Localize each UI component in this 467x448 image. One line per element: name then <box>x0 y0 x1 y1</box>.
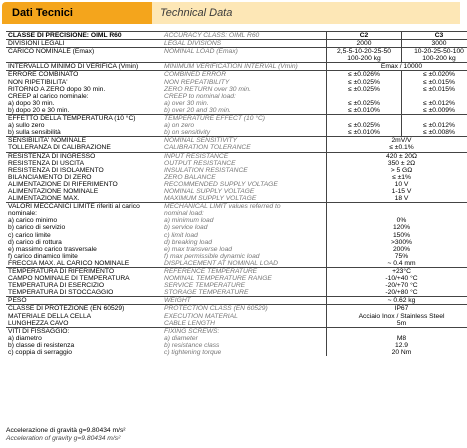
row-label-italian: RITORNO A ZERO dopo 30 min. <box>8 85 106 93</box>
row-label-italian: a) sullo zero <box>8 122 45 130</box>
row-value-c3: ≤ ±0.012% <box>402 122 467 129</box>
row-label-italian: a) dopo 30 min. <box>8 99 55 107</box>
table-row <box>6 195 467 203</box>
footer-gravity-italian: Accelerazione di gravità g=9.80434 m/s² <box>6 427 126 434</box>
row-value-common: 0% <box>327 217 467 224</box>
table-row <box>6 313 467 320</box>
row-label-english: a) over 30 min. <box>164 99 209 107</box>
row-value-common <box>327 210 467 217</box>
row-value-common: -20/+70 °C <box>327 282 467 289</box>
row-label-italian: b) dopo 20 e 30 min. <box>8 106 70 114</box>
row-label-english: ZERO BALANCE <box>164 173 216 181</box>
row-label-english: c) limit load <box>164 231 198 239</box>
row-label-italian: VITI DI FISSAGGIO: <box>6 327 162 335</box>
row-label-italian: b) carico di servizio <box>8 224 66 232</box>
table-row <box>6 79 467 86</box>
row-value-c2 <box>327 93 402 100</box>
row-value-common <box>327 203 467 211</box>
row-value-common: 5m <box>327 320 467 328</box>
header-title-italian: Dati Tecnici <box>2 2 152 24</box>
row-value-c2: ≤ ±0.025% <box>327 79 402 86</box>
row-label-english: SERVICE TEMPERATURE <box>164 282 246 290</box>
table-row <box>6 86 467 93</box>
row-label-italian: c) carico limite <box>8 231 51 239</box>
row-value-common: 12.9 <box>327 342 467 349</box>
row-label-italian: CLASSE DI PROTEZIONE (EN 60529) <box>6 305 162 313</box>
row-value-common: +23°C <box>327 268 467 276</box>
table-row <box>6 217 467 224</box>
row-value-c2: ≤ ±0.010% <box>327 129 402 137</box>
row-label-italian: ERRORE COMBINATO <box>6 71 162 79</box>
footer-gravity-english: Acceleration of gravity g=9.80434 m/s² <box>6 435 121 442</box>
row-value-common: 1-15 V <box>327 188 467 195</box>
row-label-english: OUTPUT RESISTANCE <box>164 159 236 167</box>
row-label-italian: EFFETTO DELLA TEMPERATURA (10 °C) <box>6 115 162 123</box>
table-row <box>6 260 467 268</box>
row-label-italian: b) classe di resistenza <box>8 341 75 349</box>
row-label-english: a) on zero <box>164 122 195 130</box>
row-value-common: > 5 GΩ <box>327 167 467 174</box>
row-label-english: a) diameter <box>164 334 198 342</box>
row-label-italian: TEMPERATURA DI STOCCAGGIO <box>8 289 114 297</box>
row-label-italian: ALIMENTAZIONE NOMINALE <box>8 187 99 195</box>
table-row <box>6 232 467 239</box>
row-value-common: 2mV/V <box>327 137 467 145</box>
table-row <box>6 152 467 160</box>
row-label-english: RECOMMENDED SUPPLY VOLTAGE <box>164 180 278 188</box>
table-row <box>6 282 467 289</box>
table-row <box>6 305 467 313</box>
row-value-c2: C2 <box>327 32 402 40</box>
table-row <box>6 71 467 79</box>
table-row <box>6 239 467 246</box>
table-row <box>6 32 467 40</box>
row-label-english: ZERO RETURN over 30 min. <box>164 85 251 93</box>
row-label-english: NON REPEATIBILITY <box>164 78 230 86</box>
row-label-italian: MATERIALE DELLA CELLA <box>8 312 92 320</box>
row-value-common: 75% <box>327 253 467 260</box>
row-value-common: ≤ ±0.1% <box>327 144 467 152</box>
table-row <box>6 268 467 276</box>
row-label-italian: f) carico dinamico limite <box>8 252 78 260</box>
row-value-c3: ≤ ±0.012% <box>402 100 467 107</box>
row-value-c2: 2000 <box>327 40 402 48</box>
row-value-common: -20/+80 °C <box>327 289 467 297</box>
table-row <box>6 253 467 260</box>
header-title-english: Technical Data <box>152 2 460 24</box>
table-row <box>6 327 467 335</box>
table-row <box>6 289 467 297</box>
row-label-english: d) breaking load <box>164 238 212 246</box>
table-row <box>6 349 467 356</box>
row-value-common: M8 <box>327 335 467 342</box>
row-value-common: ~ 0.62 kg <box>327 297 467 305</box>
row-label-english: NOMINAL TEMPERATURE RANGE <box>164 275 272 283</box>
row-value-c2: ≤ ±0.025% <box>327 122 402 129</box>
section-header <box>2 2 460 24</box>
row-label-english: STORAGE TEMPERATURE <box>164 289 249 297</box>
table-row <box>6 297 467 305</box>
table-row <box>6 335 467 342</box>
row-label-english: EXECUTION MATERIAL <box>164 312 238 320</box>
table-row <box>6 188 467 195</box>
row-label-english: b) on sensitivity <box>164 129 211 137</box>
row-label-italian: ALIMENTAZIONE MAX. <box>8 195 80 203</box>
row-label-italian: NON RIPETIBILITA' <box>8 78 68 86</box>
table-row <box>6 93 467 100</box>
table-row <box>6 129 467 137</box>
row-label-italian: nominale: <box>8 210 37 218</box>
row-label-english: a) minimum load <box>164 217 214 225</box>
row-value-common: 18 V <box>327 195 467 203</box>
row-label-italian: DIVISIONI LEGALI <box>6 40 162 48</box>
row-label-english: NOMINAL SUPPLY VOLTAGE <box>164 187 255 195</box>
row-label-english: FIXING SCREWS: <box>162 327 327 335</box>
row-label-english: MAXIMUM SUPPLY VOLTAGE <box>164 195 257 203</box>
row-label-english: NOMINAL SENSITIVITY <box>162 137 327 145</box>
row-label-italian: CAMPO NOMINALE DI TEMPERATURA <box>8 275 130 283</box>
row-value-c2: ≤ ±0.010% <box>327 107 402 115</box>
row-value-common: -10/+40 °C <box>327 275 467 282</box>
table-row <box>6 275 467 282</box>
row-value-c3 <box>402 115 467 123</box>
row-value-c3: ≤ ±0.015% <box>402 86 467 93</box>
row-value-common: 120% <box>327 224 467 231</box>
row-label-italian: e) massimo carico trasversale <box>8 245 97 253</box>
table-row <box>6 174 467 181</box>
row-label-italian: c) coppia di serraggio <box>8 349 72 357</box>
row-label-italian: ALIMENTAZIONE DI RIFERIMENTO <box>8 180 118 188</box>
row-label-italian: RESISTENZA DI USCITA <box>8 159 85 167</box>
row-value-c3: ≤ ±0.015% <box>402 79 467 86</box>
row-value-c3: ≤ ±0.009% <box>402 107 467 115</box>
row-label-italian: TOLLERANZA DI CALIBRAZIONE <box>8 144 111 152</box>
row-value-c3: ≤ ±0.008% <box>402 129 467 137</box>
table-row <box>6 107 467 115</box>
row-label-english: PROTECTION CLASS (EN 60529) <box>162 305 327 313</box>
row-value-common: Emax / 10000 <box>327 63 467 71</box>
row-label-italian: CREEP al carico nominale: <box>8 92 89 100</box>
row-value-c2: ≤ ±0.026% <box>327 71 402 79</box>
row-value-common: ≤ ±1% <box>327 174 467 181</box>
row-value-c2 <box>327 115 402 123</box>
row-label-english: CREEP to nominal load: <box>164 92 236 100</box>
row-label-english: CALIBRATION TOLERANCE <box>164 144 251 152</box>
row-label-english: TEMPERATURE EFFECT (10 °C) <box>162 115 327 123</box>
row-label-english: b) resistance class <box>164 341 220 349</box>
table-row <box>6 342 467 349</box>
row-label-english: MECHANICAL LIMIT values referred to <box>162 203 327 211</box>
row-label-italian: TEMPERATURA DI RIFERIMENTO <box>6 268 162 276</box>
row-value-common: ~ 0.4 mm <box>327 260 467 268</box>
row-label-italian: TEMPERATURA DI ESERCIZIO <box>8 282 105 290</box>
row-label-english: ACCURACY CLASS: OIML R60 <box>162 32 327 40</box>
row-value-common: IP67 <box>327 305 467 313</box>
table-row <box>6 181 467 188</box>
row-label-english: LEGAL DIVISIONS <box>162 40 327 48</box>
row-label-italian: a) diametro <box>8 334 42 342</box>
table-row <box>6 48 467 63</box>
table-row <box>6 63 467 71</box>
row-value-common: 150% <box>327 232 467 239</box>
table-row <box>6 122 467 129</box>
row-label-italian: SENSIBILITA' NOMINALE <box>6 137 162 145</box>
row-value-common <box>327 327 467 335</box>
row-value-common: 10 V <box>327 181 467 188</box>
table-row <box>6 115 467 123</box>
row-label-italian: FRECCIA MAX. AL CARICO NOMINALE <box>8 259 130 267</box>
row-label-english: nominal load: <box>164 210 204 218</box>
table-row <box>6 167 467 174</box>
row-label-english: CABLE LENGTH <box>164 319 215 327</box>
row-label-english: f) max permissible dynamic load <box>164 252 260 260</box>
table-row <box>6 144 467 152</box>
row-label-english: INSULATION RESISTANCE <box>164 166 248 174</box>
table-row <box>6 137 467 145</box>
row-value-c3: 3000 <box>402 40 467 48</box>
row-label-italian: LUNGHEZZA CAVO <box>8 319 69 327</box>
row-value-common: 200% <box>327 246 467 253</box>
table-row <box>6 100 467 107</box>
table-row <box>6 40 467 48</box>
row-value-c3: C3 <box>402 32 467 40</box>
spec-table <box>6 31 467 356</box>
row-label-english: MINIMUM VERIFICATION INTERVAL (Vmin) <box>162 63 327 71</box>
row-label-italian: RESISTENZA DI ISOLAMENTO <box>8 166 104 174</box>
table-row <box>6 160 467 167</box>
row-value-c3: 10-20-25-50-100 100-200 kg <box>402 48 467 63</box>
table-row <box>6 320 467 328</box>
row-label-italian: INTERVALLO MINIMO DI VERIFICA (Vmin) <box>6 63 162 71</box>
row-label-english: WEIGHT <box>162 297 327 305</box>
row-value-common: 350 ± 2Ω <box>327 160 467 167</box>
table-row <box>6 210 467 217</box>
row-value-common: 420 ± 20Ω <box>327 152 467 160</box>
row-label-english: NOMINAL LOAD (Emax) <box>162 48 327 63</box>
row-label-english: b) over 20 and 30 min. <box>164 106 231 114</box>
row-label-italian: VALORI MECCANICI LIMITE riferiti al carico <box>6 203 162 211</box>
row-label-italian: BILANCIAMENTO DI ZERO <box>8 173 92 181</box>
row-label-english: COMBINED ERROR <box>162 71 327 79</box>
table-row <box>6 246 467 253</box>
row-value-common: >300% <box>327 239 467 246</box>
row-label-english: e) max transverse load <box>164 245 233 253</box>
row-label-italian: CLASSE DI PRECISIONE: OIML R60 <box>6 32 162 40</box>
table-row <box>6 203 467 211</box>
row-label-italian: d) carico di rottura <box>8 238 62 246</box>
row-label-english: c) tightening torque <box>164 349 222 357</box>
row-label-english: INPUT RESISTANCE <box>162 152 327 160</box>
row-value-c2: ≤ ±0.025% <box>327 100 402 107</box>
row-label-italian: PESO <box>6 297 162 305</box>
row-value-common: 20 Nm <box>327 349 467 356</box>
row-value-c2: ≤ ±0.025% <box>327 86 402 93</box>
row-value-c3: ≤ ±0.020% <box>402 71 467 79</box>
row-label-english: b) service load <box>164 224 208 232</box>
row-label-italian: CARICO NOMINALE (Emax) <box>6 48 162 63</box>
row-value-c2: 2,5-5-10-20-25-50 100-200 kg <box>327 48 402 63</box>
row-label-italian: a) carico minimo <box>8 217 58 225</box>
row-label-italian: b) sulla sensibilità <box>8 129 61 137</box>
row-label-italian: RESISTENZA DI INGRESSO <box>6 152 162 160</box>
row-label-english: REFERENCE TEMPERATURE <box>162 268 327 276</box>
row-label-english: DISPLACEMENT AT NOMINAL LOAD <box>164 259 278 267</box>
row-value-c3 <box>402 93 467 100</box>
row-value-common: Acciaio Inox / Stainless Steel <box>327 313 467 320</box>
table-row <box>6 224 467 231</box>
